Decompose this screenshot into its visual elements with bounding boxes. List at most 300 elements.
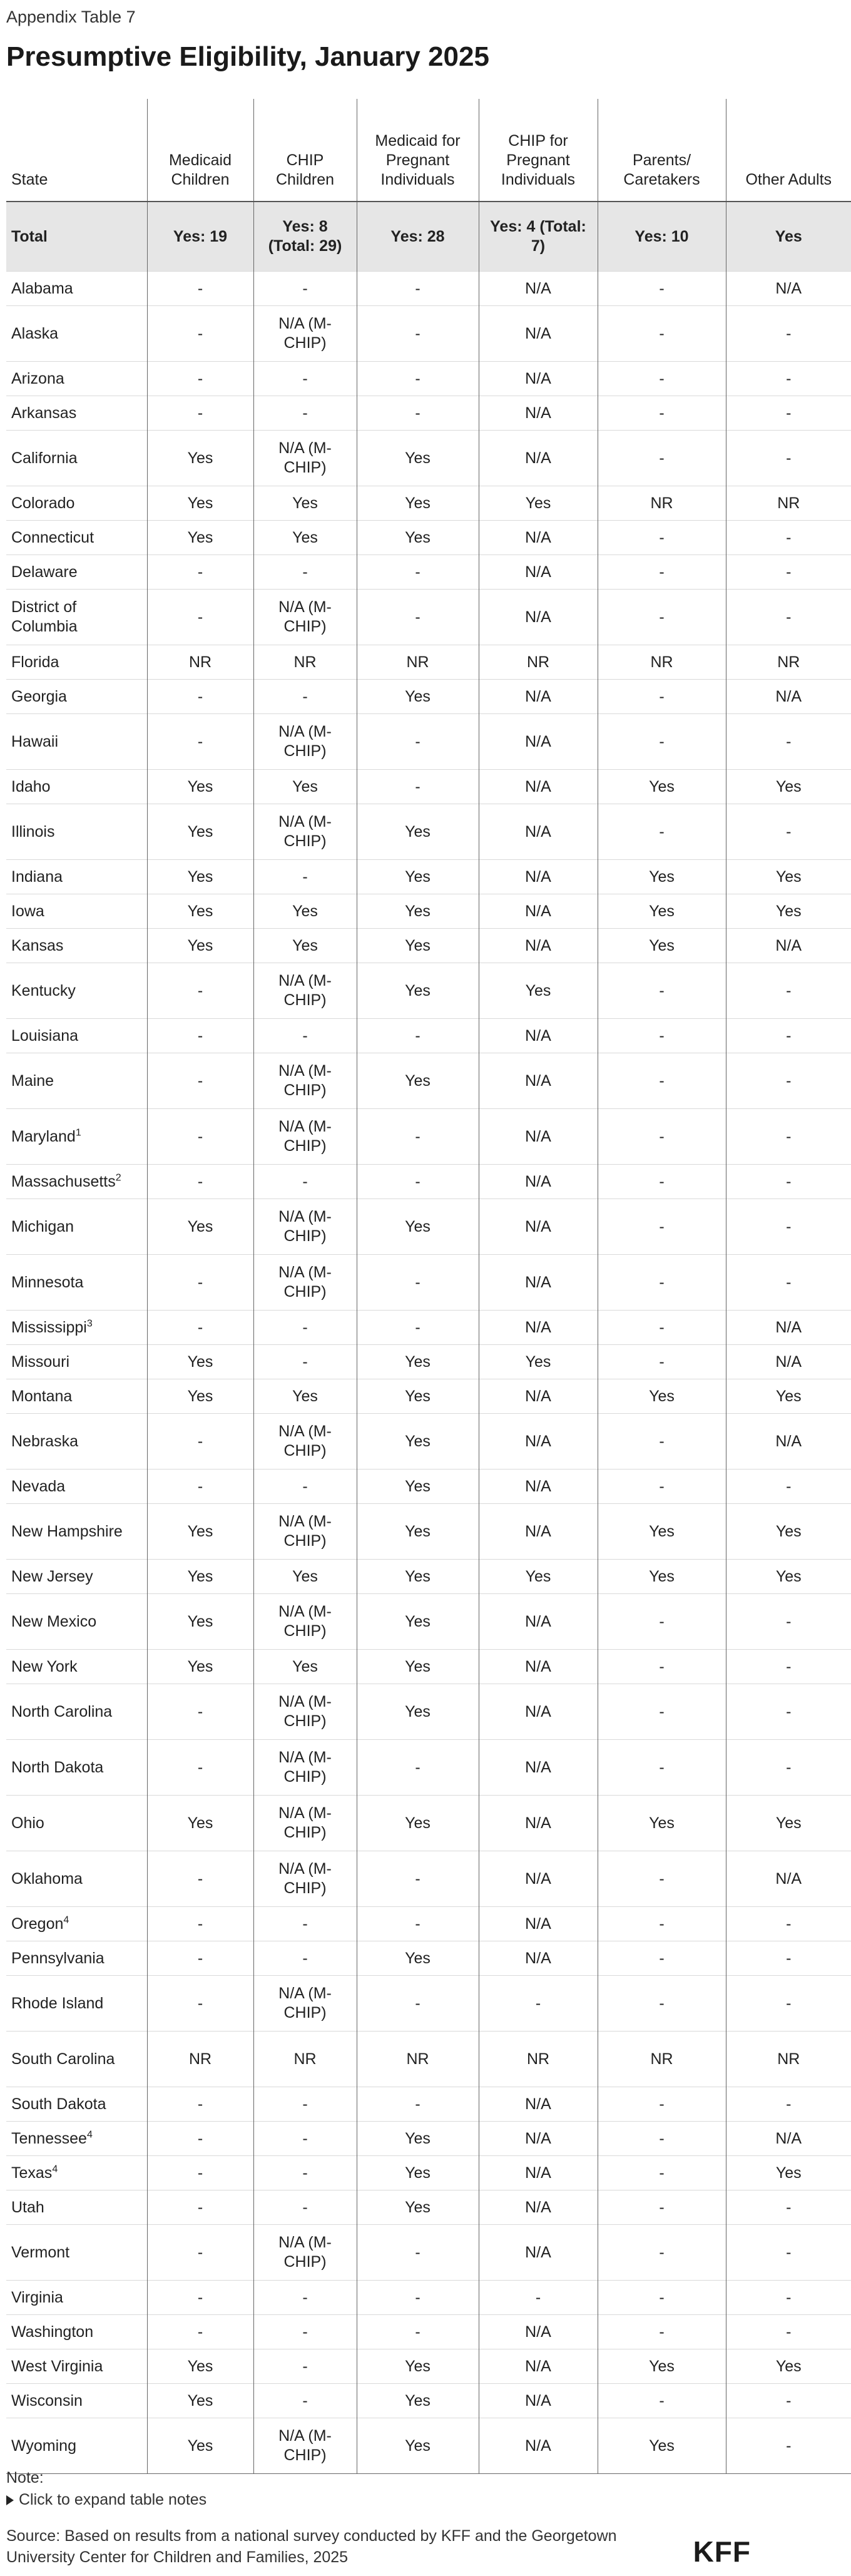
table-cell: Yes xyxy=(147,1796,253,1851)
table-cell: N/A xyxy=(479,770,598,804)
table-cell: - xyxy=(357,2087,479,2122)
table-cell: Yes xyxy=(357,2384,479,2418)
state-name xyxy=(6,2349,147,2384)
table-cell: Yes xyxy=(357,2156,479,2190)
table-cell: - xyxy=(147,2087,253,2122)
table-cell: N/A xyxy=(479,1684,598,1740)
table-cell: NR xyxy=(253,2032,357,2087)
source-note: Source: Based on results from a national survey conducted by KFF and the Georgetown University Center for Children and Families, 2025 xyxy=(6,2527,617,2566)
table-cell: Yes xyxy=(357,1053,479,1109)
state-name xyxy=(6,521,147,555)
table-row-texas xyxy=(6,2156,851,2190)
state-label: North Dakota xyxy=(11,1758,104,1776)
table-cell: Yes xyxy=(253,770,357,804)
table-cell: N/A xyxy=(479,306,598,362)
table-row-oregon xyxy=(6,1907,851,1941)
table-row-tennessee xyxy=(6,2122,851,2156)
table-cell: Yes xyxy=(357,1941,479,1976)
table-cell: - xyxy=(598,2225,726,2281)
table-cell: N/A (M-CHIP) xyxy=(253,431,357,486)
table-cell: Yes xyxy=(598,770,726,804)
table-cell: Yes xyxy=(726,770,851,804)
table-cell: - xyxy=(147,1019,253,1053)
table-cell: - xyxy=(147,2225,253,2281)
table-cell: - xyxy=(147,555,253,590)
table-cell: Yes xyxy=(357,1504,479,1560)
table-cell: - xyxy=(253,362,357,396)
state-name xyxy=(6,1414,147,1469)
table-cell: - xyxy=(253,2384,357,2418)
table-cell: N/A (M-CHIP) xyxy=(253,1255,357,1311)
state-name xyxy=(6,2087,147,2122)
state-label: Michigan xyxy=(11,1217,74,1235)
state-label: Nevada xyxy=(11,1477,66,1495)
table-cell: - xyxy=(598,2087,726,2122)
table-cell: - xyxy=(147,1311,253,1345)
state-label: Pennsylvania xyxy=(11,1949,104,1967)
table-cell: - xyxy=(726,2190,851,2225)
state-label: Arizona xyxy=(11,369,64,387)
table-cell: - xyxy=(726,2225,851,2281)
table-cell: - xyxy=(598,2156,726,2190)
table-cell: Yes xyxy=(357,1345,479,1379)
table-cell: - xyxy=(726,1907,851,1941)
footnote-marker: 1 xyxy=(75,1127,81,1138)
table-cell: - xyxy=(726,555,851,590)
table-cell: - xyxy=(253,2122,357,2156)
state-label: Indiana xyxy=(11,867,63,886)
table-cell: N/A xyxy=(479,714,598,770)
table-cell: Yes xyxy=(357,431,479,486)
table-cell: N/A xyxy=(479,929,598,963)
table-cell: - xyxy=(598,963,726,1019)
table-cell: Yes xyxy=(479,486,598,521)
table-cell: NR xyxy=(479,645,598,680)
table-cell: NR xyxy=(479,2032,598,2087)
table-cell: NR xyxy=(726,2032,851,2087)
footnote-marker: 4 xyxy=(86,2129,93,2140)
table-cell: - xyxy=(726,1053,851,1109)
table-cell: N/A xyxy=(479,1740,598,1796)
table-cell: - xyxy=(147,2122,253,2156)
table-cell: - xyxy=(598,396,726,431)
table-cell: - xyxy=(726,1019,851,1053)
table-row-wyoming xyxy=(6,2418,851,2474)
table-row-new-mexico xyxy=(6,1594,851,1650)
state-name xyxy=(6,1941,147,1976)
table-cell: - xyxy=(357,272,479,306)
table-cell: Yes xyxy=(147,1650,253,1684)
table-cell: - xyxy=(726,2418,851,2474)
state-name xyxy=(6,929,147,963)
state-label: Colorado xyxy=(11,494,75,512)
table-cell: Yes xyxy=(726,1379,851,1414)
state-label: Idaho xyxy=(11,777,51,795)
notes-label: Note: xyxy=(6,2469,44,2487)
column-header-other-adults: Other Adults xyxy=(726,99,851,202)
table-cell: Yes xyxy=(726,1796,851,1851)
table-cell: - xyxy=(598,2281,726,2315)
table-row-arizona xyxy=(6,362,851,396)
table-cell: - xyxy=(357,555,479,590)
table-row-kansas xyxy=(6,929,851,963)
page-title: Presumptive Eligibility, January 2025 xyxy=(6,41,489,72)
total-cell: Yes: 8 (Total: 29) xyxy=(253,202,357,272)
table-cell: Yes xyxy=(147,1379,253,1414)
table-cell: - xyxy=(253,1469,357,1504)
state-name xyxy=(6,1976,147,2032)
eligibility-table-container[interactable] xyxy=(6,99,832,2474)
table-cell: Yes xyxy=(357,1796,479,1851)
table-cell: NR xyxy=(598,486,726,521)
table-row-iowa xyxy=(6,894,851,929)
table-cell: - xyxy=(598,1907,726,1941)
table-row-new-york xyxy=(6,1650,851,1684)
state-name xyxy=(6,1165,147,1199)
table-cell: - xyxy=(726,2087,851,2122)
table-cell: N/A xyxy=(726,1345,851,1379)
table-cell: N/A (M-CHIP) xyxy=(253,1053,357,1109)
footnote-marker: 3 xyxy=(86,1318,93,1329)
state-name xyxy=(6,1504,147,1560)
state-label: New Mexico xyxy=(11,1612,97,1630)
table-cell: - xyxy=(253,2087,357,2122)
table-cell: Yes xyxy=(147,431,253,486)
state-label: Oklahoma xyxy=(11,1869,83,1888)
state-name xyxy=(6,590,147,645)
state-label: Missouri xyxy=(11,1352,70,1371)
table-cell: - xyxy=(726,1650,851,1684)
state-label: Hawaii xyxy=(11,732,59,750)
total-cell: Yes: 4 (Total: 7) xyxy=(479,202,598,272)
table-cell: - xyxy=(147,2156,253,2190)
table-cell: N/A (M-CHIP) xyxy=(253,1199,357,1255)
table-cell: N/A xyxy=(726,929,851,963)
table-cell: Yes xyxy=(253,1379,357,1414)
table-cell: N/A xyxy=(726,2122,851,2156)
footnote-marker: 4 xyxy=(52,2164,58,2175)
table-cell: - xyxy=(726,396,851,431)
table-cell: N/A xyxy=(479,1165,598,1199)
table-cell: Yes xyxy=(357,894,479,929)
state-label: New Jersey xyxy=(11,1567,93,1585)
state-name xyxy=(6,2418,147,2474)
table-cell: NR xyxy=(357,2032,479,2087)
table-cell: - xyxy=(726,714,851,770)
state-label: Delaware xyxy=(11,563,78,581)
state-name xyxy=(6,1019,147,1053)
table-row-florida xyxy=(6,645,851,680)
table-header-row xyxy=(6,99,851,202)
table-cell: N/A (M-CHIP) xyxy=(253,590,357,645)
table-cell: - xyxy=(253,2315,357,2349)
state-name xyxy=(6,396,147,431)
state-label: Virginia xyxy=(11,2288,63,2306)
table-cell: NR xyxy=(598,2032,726,2087)
state-label: Maine xyxy=(11,1071,54,1090)
table-cell: - xyxy=(357,396,479,431)
table-cell: - xyxy=(598,2122,726,2156)
table-cell: - xyxy=(598,1740,726,1796)
table-cell: - xyxy=(357,2281,479,2315)
table-cell: Yes xyxy=(726,1560,851,1594)
table-row-wisconsin xyxy=(6,2384,851,2418)
table-cell: N/A (M-CHIP) xyxy=(253,1504,357,1560)
table-cell: - xyxy=(357,1907,479,1941)
table-cell: - xyxy=(357,1740,479,1796)
state-name xyxy=(6,2315,147,2349)
table-cell: - xyxy=(253,1019,357,1053)
table-cell: N/A (M-CHIP) xyxy=(253,1851,357,1907)
table-row-pennsylvania xyxy=(6,1941,851,1976)
state-name xyxy=(6,1650,147,1684)
state-name xyxy=(6,645,147,680)
expand-notes-toggle[interactable] xyxy=(6,2491,206,2509)
table-cell: - xyxy=(726,1469,851,1504)
table-cell: - xyxy=(253,2349,357,2384)
state-label: Utah xyxy=(11,2198,44,2216)
table-cell: N/A xyxy=(479,680,598,714)
state-label: Maryland xyxy=(11,1127,76,1145)
table-cell: Yes xyxy=(357,2418,479,2474)
table-cell: N/A xyxy=(479,555,598,590)
table-cell: Yes xyxy=(598,894,726,929)
table-cell: Yes xyxy=(147,770,253,804)
table-row-ohio xyxy=(6,1796,851,1851)
table-cell: - xyxy=(147,1255,253,1311)
table-cell: - xyxy=(253,2190,357,2225)
table-row-nevada xyxy=(6,1469,851,1504)
table-row-maryland xyxy=(6,1109,851,1165)
table-cell: - xyxy=(357,362,479,396)
state-name xyxy=(6,1053,147,1109)
table-cell: - xyxy=(598,1594,726,1650)
state-name xyxy=(6,2384,147,2418)
table-cell: - xyxy=(147,1469,253,1504)
table-cell: N/A xyxy=(479,2225,598,2281)
state-name xyxy=(6,860,147,894)
table-cell: - xyxy=(253,1907,357,1941)
state-name xyxy=(6,770,147,804)
table-cell: - xyxy=(253,272,357,306)
table-row-indiana xyxy=(6,860,851,894)
table-cell: Yes xyxy=(357,963,479,1019)
footnote-marker: 4 xyxy=(63,1914,69,1926)
table-cell: - xyxy=(598,714,726,770)
state-name xyxy=(6,1560,147,1594)
table-cell: Yes xyxy=(147,1560,253,1594)
table-cell: Yes xyxy=(253,1650,357,1684)
state-label: Illinois xyxy=(11,822,55,841)
table-cell: - xyxy=(147,1414,253,1469)
state-label: Wyoming xyxy=(11,2436,76,2455)
table-cell: Yes xyxy=(147,2418,253,2474)
table-cell: N/A (M-CHIP) xyxy=(253,2225,357,2281)
table-cell: - xyxy=(357,590,479,645)
table-row-michigan xyxy=(6,1199,851,1255)
column-header-medicaid-children: Medicaid Children xyxy=(147,99,253,202)
triangle-right-icon xyxy=(6,2495,14,2505)
table-cell: Yes xyxy=(357,521,479,555)
state-name xyxy=(6,2156,147,2190)
table-cell: NR xyxy=(357,645,479,680)
table-cell: - xyxy=(357,1165,479,1199)
table-cell: - xyxy=(598,1311,726,1345)
table-cell: N/A (M-CHIP) xyxy=(253,1684,357,1740)
state-name xyxy=(6,2281,147,2315)
table-cell: - xyxy=(598,680,726,714)
table-cell: - xyxy=(147,1976,253,2032)
table-cell: N/A (M-CHIP) xyxy=(253,1796,357,1851)
table-row-virginia xyxy=(6,2281,851,2315)
table-cell: Yes xyxy=(598,2349,726,2384)
table-cell: - xyxy=(357,714,479,770)
table-row-south-carolina xyxy=(6,2032,851,2087)
state-name xyxy=(6,894,147,929)
table-cell: N/A (M-CHIP) xyxy=(253,714,357,770)
state-name xyxy=(6,272,147,306)
table-cell: N/A xyxy=(479,1469,598,1504)
state-name xyxy=(6,1740,147,1796)
table-cell: - xyxy=(147,2281,253,2315)
table-cell: - xyxy=(479,2281,598,2315)
table-cell: - xyxy=(253,1311,357,1345)
table-cell: N/A (M-CHIP) xyxy=(253,2418,357,2474)
table-cell: Yes xyxy=(253,894,357,929)
table-row-kentucky xyxy=(6,963,851,1019)
table-cell: - xyxy=(147,396,253,431)
table-cell: - xyxy=(598,555,726,590)
state-label: New Hampshire xyxy=(11,1522,123,1540)
table-cell: NR xyxy=(147,645,253,680)
table-cell: Yes xyxy=(726,2156,851,2190)
table-cell: N/A (M-CHIP) xyxy=(253,963,357,1019)
state-name xyxy=(6,963,147,1019)
state-name xyxy=(6,1907,147,1941)
state-name xyxy=(6,1594,147,1650)
table-row-delaware xyxy=(6,555,851,590)
table-cell: - xyxy=(253,2156,357,2190)
table-cell: NR xyxy=(253,645,357,680)
table-cell: N/A xyxy=(479,804,598,860)
state-label: Iowa xyxy=(11,902,44,920)
table-cell: N/A xyxy=(479,1019,598,1053)
table-cell: - xyxy=(726,2315,851,2349)
table-cell: Yes xyxy=(147,804,253,860)
table-cell: - xyxy=(147,306,253,362)
table-cell: - xyxy=(598,1053,726,1109)
table-cell: - xyxy=(598,1941,726,1976)
table-cell: - xyxy=(598,1684,726,1740)
table-cell: - xyxy=(726,1941,851,1976)
state-label: South Dakota xyxy=(11,2095,106,2113)
column-header-chip-pregnant: CHIP for Pregnant Individuals xyxy=(479,99,598,202)
table-cell: N/A xyxy=(479,2087,598,2122)
table-cell: - xyxy=(357,1851,479,1907)
state-name xyxy=(6,555,147,590)
column-header-state: State xyxy=(6,99,147,202)
table-cell: - xyxy=(726,2384,851,2418)
table-cell: - xyxy=(598,306,726,362)
table-cell: Yes xyxy=(253,1560,357,1594)
table-cell: - xyxy=(357,2225,479,2281)
state-label: Rhode Island xyxy=(11,1994,104,2012)
table-cell: - xyxy=(479,1976,598,2032)
table-cell: - xyxy=(147,680,253,714)
table-cell: - xyxy=(147,1941,253,1976)
table-cell: N/A xyxy=(479,2349,598,2384)
state-name xyxy=(6,804,147,860)
column-header-parents-caretakers: Parents/ Caretakers xyxy=(598,99,726,202)
table-cell: Yes xyxy=(253,486,357,521)
state-label: Minnesota xyxy=(11,1273,84,1291)
state-label: Louisiana xyxy=(11,1026,79,1045)
table-cell: - xyxy=(253,1941,357,1976)
table-row-maine xyxy=(6,1053,851,1109)
table-cell: Yes xyxy=(357,1414,479,1469)
total-cell: Yes: 10 xyxy=(598,202,726,272)
table-cell: N/A xyxy=(479,521,598,555)
table-cell: N/A xyxy=(479,1255,598,1311)
state-label: Ohio xyxy=(11,1814,44,1832)
table-cell: Yes xyxy=(357,680,479,714)
table-cell: N/A (M-CHIP) xyxy=(253,1594,357,1650)
state-name xyxy=(6,1109,147,1165)
table-cell: N/A xyxy=(479,1650,598,1684)
eligibility-table xyxy=(6,99,851,2474)
table-cell: Yes xyxy=(147,521,253,555)
table-cell: - xyxy=(726,804,851,860)
table-cell: Yes xyxy=(147,1199,253,1255)
table-cell: N/A xyxy=(479,2384,598,2418)
table-row-vermont xyxy=(6,2225,851,2281)
table-cell: - xyxy=(357,2315,479,2349)
table-cell: - xyxy=(598,521,726,555)
table-cell: - xyxy=(357,1255,479,1311)
table-cell: N/A xyxy=(726,1311,851,1345)
table-cell: Yes xyxy=(357,1594,479,1650)
table-cell: - xyxy=(147,1684,253,1740)
table-cell: - xyxy=(357,770,479,804)
state-label: Montana xyxy=(11,1387,73,1405)
table-cell: N/A xyxy=(726,680,851,714)
table-cell: - xyxy=(357,1019,479,1053)
table-cell: - xyxy=(147,590,253,645)
table-cell: - xyxy=(147,272,253,306)
table-cell: N/A (M-CHIP) xyxy=(253,1740,357,1796)
table-cell: N/A xyxy=(726,1851,851,1907)
state-name xyxy=(6,2122,147,2156)
table-cell: Yes xyxy=(357,2122,479,2156)
state-name xyxy=(6,714,147,770)
state-label: District of Columbia xyxy=(11,598,78,635)
table-cell: Yes xyxy=(147,1594,253,1650)
table-cell: N/A xyxy=(479,2156,598,2190)
table-row-montana xyxy=(6,1379,851,1414)
table-cell: N/A (M-CHIP) xyxy=(253,306,357,362)
state-label: Florida xyxy=(11,653,59,671)
table-cell: - xyxy=(598,1414,726,1469)
table-cell: N/A (M-CHIP) xyxy=(253,1109,357,1165)
table-cell: N/A xyxy=(479,362,598,396)
column-header-medicaid-pregnant: Medicaid for Pregnant Individuals xyxy=(357,99,479,202)
table-cell: N/A xyxy=(479,1907,598,1941)
table-cell: - xyxy=(726,306,851,362)
table-cell: - xyxy=(598,1650,726,1684)
table-row-connecticut xyxy=(6,521,851,555)
table-row-oklahoma xyxy=(6,1851,851,1907)
table-row-illinois xyxy=(6,804,851,860)
